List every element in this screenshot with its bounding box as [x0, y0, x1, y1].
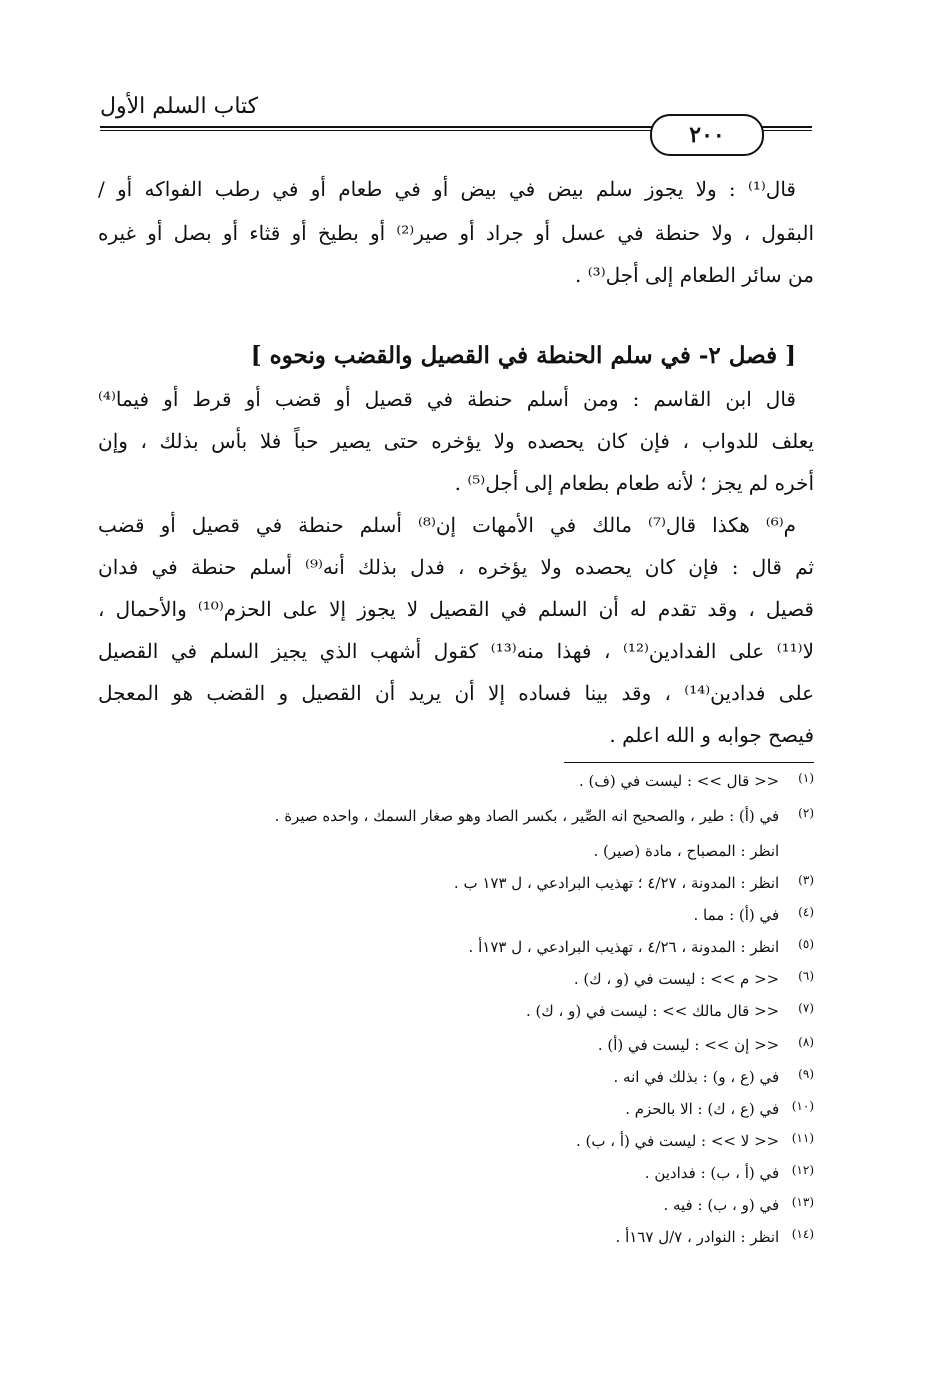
- footnote-1: [579, 770, 814, 792]
- footnote-text: << م >> : ليست في (و ، ك) .: [573, 970, 780, 988]
- footnote-text: << قال مالك >> : ليست في (و ، ك) .: [525, 1002, 780, 1020]
- footnote-6: [574, 968, 814, 990]
- footnote-9: [614, 1066, 814, 1088]
- footnote-2-continued: [593, 840, 814, 862]
- footnote-14: [616, 1226, 814, 1248]
- footnote-number: (١): [798, 771, 814, 785]
- footnote-number: (١٠): [791, 1099, 814, 1113]
- footnote-text: في (أ) : مما .: [693, 906, 780, 924]
- footnote-text: في (و ، ب) : فيه .: [663, 1196, 780, 1214]
- paragraph3-line-4: لا⁽¹¹⁾ على الفدادين⁽¹²⁾ ، فهذا منه⁽¹³⁾ كقول أشهب الذي يجيز السلم في القصيل: [98, 639, 814, 663]
- running-title: كتاب السلم الأول: [100, 94, 259, 119]
- footnote-10: [625, 1098, 814, 1120]
- footnote-3: [454, 872, 814, 894]
- footnote-text: انظر : النوادر ، ٧/ل ١٦٧أ .: [615, 1228, 780, 1246]
- section-heading: [ فصل ٢- في سلم الحنطة في القصيل والقضب ونحوه ]: [250, 342, 796, 369]
- paragraph3-line-5: على فدادين⁽¹⁴⁾ ، وقد بينا فساده إلا أن يريد أن القصيل و القضب هو المعجل: [98, 681, 814, 705]
- footnote-number: (١٣): [791, 1195, 814, 1209]
- paragraph1-line-2: البقول ، ولا حنطة في عسل أو جراد أو صير⁽²⁾ أو بطيخ أو قثاء أو بصل أو غيره: [98, 221, 814, 245]
- page-number: ٢٠٠: [650, 114, 764, 156]
- footnote-number: (٩): [798, 1067, 814, 1081]
- footnote-text: في (أ ، ب) : فدادين .: [644, 1164, 780, 1182]
- paragraph3-line-3: قصيل ، وقد تقدم له أن السلم في القصيل لا يجوز إلا على الحزم⁽¹⁰⁾ والأحمال ،: [98, 597, 814, 621]
- paragraph2-line-3: أخره لم يجز ؛ لأنه طعام بطعام إلى أجل⁽⁵⁾ .: [454, 471, 814, 495]
- footnote-text: << إن >> : ليست في (أ) .: [597, 1036, 780, 1054]
- paragraph1-line-3: من سائر الطعام إلى أجل⁽³⁾ .: [575, 263, 814, 287]
- footnote-5: [469, 936, 814, 958]
- footnote-text: انظر : المدونة ، ٤/٢٧ ؛ تهذيب البرادعي ، ل ١٧٣ ب .: [453, 874, 780, 892]
- paragraph1-line-1: قال⁽¹⁾ : ولا يجوز سلم بيض في بيض أو في طعام أو في رطب الفواكه أو /: [98, 177, 796, 201]
- paragraph2-line-1: قال ابن القاسم : ومن أسلم حنطة في قصيل أو قضب أو قرط أو فيما⁽⁴⁾: [98, 387, 796, 411]
- footnote-11: [576, 1130, 814, 1152]
- footnote-text: << قال >> : ليست في (ف) .: [578, 772, 780, 790]
- footnote-7: [526, 1000, 814, 1022]
- footnote-text: في (أ) : طير ، والصحيح انه الصِّير ، بكسر الصاد وهو صغار السمك ، واحده صيرة .: [274, 807, 780, 825]
- footnote-number: (١٤): [791, 1227, 814, 1241]
- footnote-number: (٥): [798, 937, 814, 951]
- footnote-number: (٨): [798, 1035, 814, 1049]
- footnote-number: (٤): [798, 905, 814, 919]
- footnote-4: [694, 904, 815, 926]
- footnote-rule: [564, 762, 814, 763]
- footnote-text: انظر : المصباح ، مادة (صير) .: [593, 842, 780, 860]
- paragraph2-line-2: يعلف للدواب ، فإن كان يحصده ولا يؤخره حتى يصير حباً فلا بأس بذلك ، وإن: [98, 429, 814, 453]
- footnote-number: (٢): [798, 806, 814, 820]
- footnote-number: (١٢): [791, 1163, 814, 1177]
- footnote-13: [663, 1194, 814, 1216]
- footnote-text: انظر : المدونة ، ٤/٢٦ ، تهذيب البرادعي ، ل ١٧٣أ .: [468, 938, 780, 956]
- footnote-text: في (ع ، ك) : الا بالحزم .: [625, 1100, 780, 1118]
- paragraph3-line-6: فيصح جوابه و الله اعلم .: [609, 723, 814, 747]
- footnote-text: في (ع ، و) : بذلك في انه .: [613, 1068, 780, 1086]
- footnote-8: [598, 1034, 814, 1056]
- footnote-number: (٦): [798, 969, 814, 983]
- footnote-number: (١١): [791, 1131, 814, 1145]
- paragraph3-line-2: ثم قال : فإن كان يحصده ولا يؤخره ، فدل بذلك أنه⁽⁹⁾ أسلم حنطة في فدان: [98, 555, 814, 579]
- paragraph3-line-1: م⁽⁶⁾ هكذا قال⁽⁷⁾ مالك في الأمهات إن⁽⁸⁾ أسلم حنطة في قصيل أو قضب: [98, 513, 797, 537]
- footnote-number: (٧): [798, 1001, 814, 1015]
- footnote-text: << لا >> : ليست في (أ ، ب) .: [575, 1132, 780, 1150]
- footnote-number: (٣): [798, 873, 814, 887]
- footnote-12: [645, 1162, 814, 1184]
- footnote-2: [275, 805, 814, 827]
